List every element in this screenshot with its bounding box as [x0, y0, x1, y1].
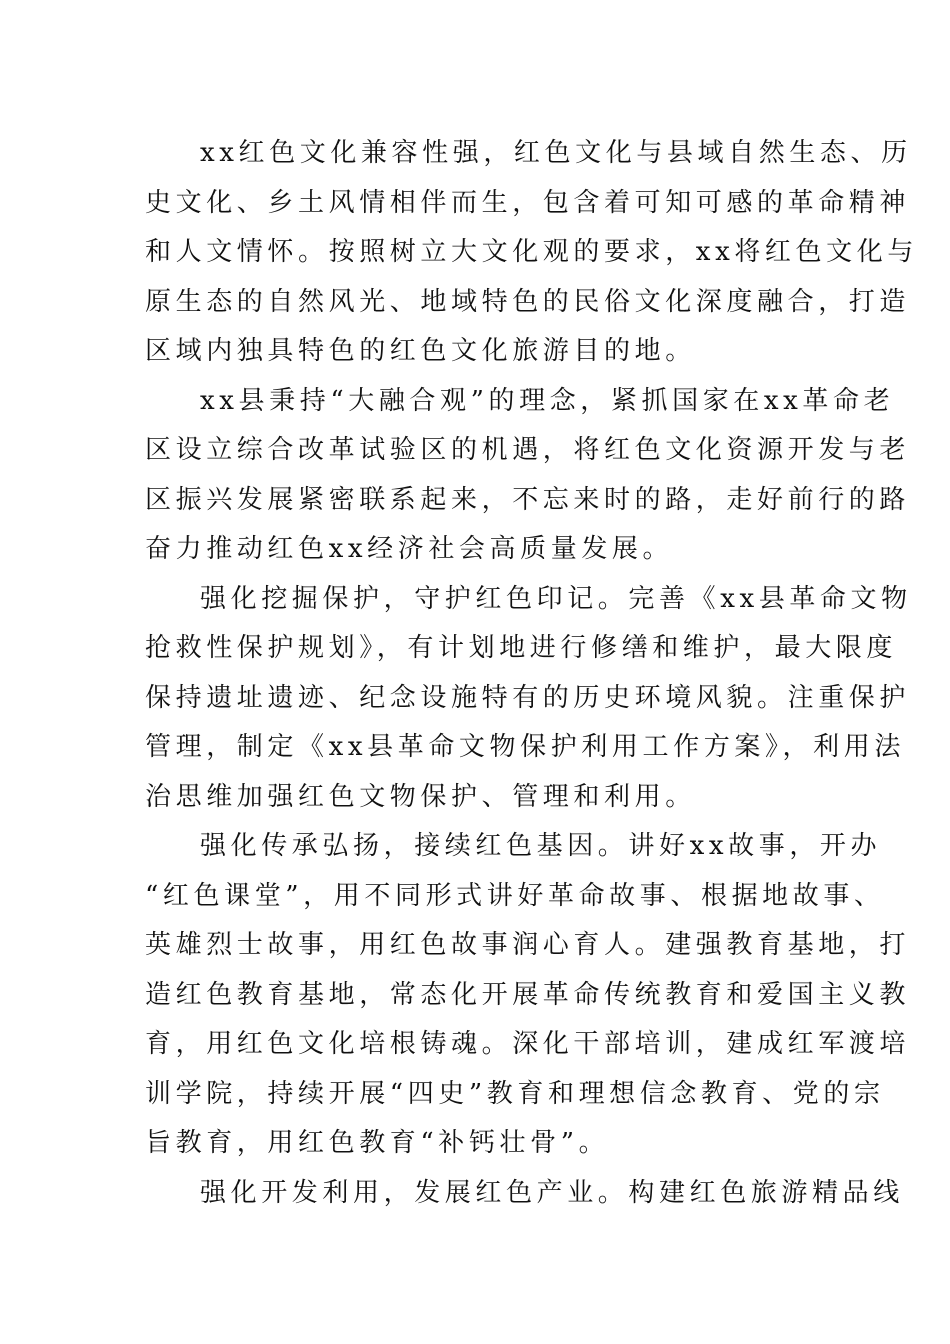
text-line: 强化开发利用，发展红色产业。构建红色旅游精品线 — [200, 1177, 904, 1208]
text-line: 原生态的自然风光、地域特色的民俗文化深度融合，打造 — [145, 286, 911, 317]
text-line: 奋力推动红色xx经济社会高质量发展。 — [145, 534, 674, 564]
text-line: xx县秉持“大融合观”的理念，紧抓国家在xx革命老 — [200, 385, 895, 416]
paragraph-4 — [145, 822, 911, 1169]
text-line: 训学院，持续开展“四史”教育和理想信念教育、党的宗 — [145, 1078, 885, 1109]
text-line: 区设立综合改革试验区的机遇，将红色文化资源开发与老 — [145, 435, 911, 465]
text-line: 和人文情怀。按照树立大文化观的要求，xx将红色文化与 — [145, 237, 918, 267]
text-line: 强化挖掘保护，守护红色印记。完善《xx县革命文物 — [200, 583, 912, 614]
paragraph-1 — [145, 129, 918, 377]
text-line: “红色课堂”，用不同形式讲好革命故事、根据地故事、 — [145, 880, 885, 911]
text-line: 区域内独具特色的红色文化旅游目的地。 — [145, 336, 696, 366]
document-body — [145, 129, 918, 1218]
paragraph-5 — [145, 1169, 904, 1219]
text-line: 抢救性保护规划》，有计划地进行修缮和维护，最大限度 — [145, 633, 898, 663]
text-line: 强化传承弘扬，接续红色基因。讲好xx故事，开办 — [200, 831, 882, 861]
text-line: xx红色文化兼容性强，红色文化与县域自然生态、历 — [200, 138, 912, 168]
text-line: 史文化、乡土风情相伴而生，包含着可知可感的革命精神 — [145, 187, 911, 218]
paragraph-3 — [145, 575, 912, 823]
text-line: 区振兴发展紧密联系起来，不忘来时的路，走好前行的路 — [145, 484, 911, 515]
paragraph-2 — [145, 377, 911, 575]
text-line: 保持遗址遗迹、纪念设施特有的历史环境风貌。注重保护 — [145, 682, 911, 713]
text-line: 英雄烈士故事，用红色故事润心育人。建强教育基地，打 — [145, 930, 911, 960]
text-line: 管理，制定《xx县革命文物保护利用工作方案》，利用法 — [145, 732, 905, 762]
text-line: 旨教育，用红色教育“补钙壮骨”。 — [145, 1128, 610, 1158]
text-line: 育，用红色文化培根铸魂。深化干部培训，建成红军渡培 — [145, 1029, 911, 1059]
text-line: 治思维加强红色文物保护、管理和利用。 — [145, 781, 696, 812]
text-line: 造红色教育基地，常态化开展革命传统教育和爱国主义教 — [145, 979, 911, 1010]
